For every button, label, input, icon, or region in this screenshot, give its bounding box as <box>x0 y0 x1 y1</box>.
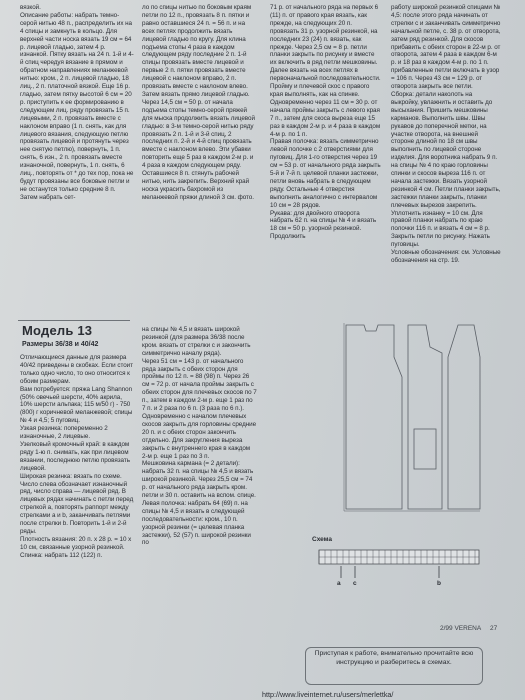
notice-box <box>305 647 483 685</box>
footer-page-number: 27 <box>490 625 498 632</box>
back-piece-outline <box>346 325 402 509</box>
column-1-top-text: вязкой. Описание работы: набрать темно-серой нитью 48 п., распределить их на 4 спицы и замкнуть в кольцо. Для верхней части носка вязать 19 см = 64 р. лицевой гладью, затем 4 р. изнанкой. Пятку вязать на 24 п. 1-й и 4-й спиц чередуя вязание в прямом и обратном направлениях меланжевой нитью: кром., 2 п. лицевой гладью, 18 лиц., 2 п. платочной вязкой. Еще 16 р. гладью, затем пятку высотой 6 см = 20 р. приступить к ее формированию в следующем лиц. ряду провязать 15 п. лицевыми, 2 п. провязать вместе с наклоном вправо (1 п. снять, как для лицевого вязания, следующую петлю провязать лицевой и протянуть через нее снятую петлю), повернуть, 1 п. снять, 6 изн., 2 п. провязать вместе изнаночной, повернуть, 1 п. снять, 6 лиц., повторять от * до тех пор, пока не будут провязаны все боковые петли и не останутся только средние 8 п. Затем набрать сет- <box>20 4 134 201</box>
model-title: Модель 13 <box>22 323 93 338</box>
sizes-heading: Размеры 36/38 и 40/42 <box>22 341 99 348</box>
footer-url: http://www.liveinternet.ru/users/merlettka/ <box>262 690 394 699</box>
mark-b: b <box>437 580 441 587</box>
mark-a: a <box>337 580 341 587</box>
column-1-bottom-text: Отличающиеся данные для размера 40/42 приведены в скобках. Если стоит только одно число, то оно относится к обоим размерам. Вам потребуется: пряжа Lang Shannon (50% овечьей шерсти, 40% акрила, 10% шерсти альпака; 115 м/50 г) - 750 (800) г коричневой меланжевой; спицы № 4 и 4,5; 5 пуговиц. Узкая резинка: попеременно 2 изнаночные, 2 лицевые. Узелковый кромочный край: в каждом ряду 1-ю п. снимать, как при лицевом вязании, последнюю петлю провязать лицевой. Широкая резинка: вязать по схеме. Число слева обозначает изнаночный ряд, число справа — лицевой ряд. В лицевых рядах начинать с петли перед стрелкой a, повторять раппорт между стрелками a и b, заканчивать петлями после стрелки b. Повторить 1-й и 2-й ряды. Плотность вязания: 20 п. х 28 р. = 10 х 10 см, связанные узорной резинкой. Спинка: набрать 112 (122) п. <box>20 354 134 559</box>
notice-text: Приступая к работе, внимательно прочитайте всю инструкцию и разберитесь в схемах. <box>314 650 474 666</box>
pocket-outline <box>414 429 436 469</box>
column-2-top-text: ло по спицы нитью по боковым краям петли по 12 п., провязать 8 п. пятки и равно оставшиеся 24 п. = 56 п. и на всех петлях продолжить вязать лицевой гладью по кругу. Для клина подъема стопы 4 раза в каждом следующем ряду последние 2 п. 1-й спицы провязать вместе лицевой и первые 2 п. пятки провязать вместе лицевой с наклоном вправо, 2 п. провязать вместе с наклоном влево. Затем вязать прямо лицевой гладью. Через 14,5 см = 50 р. от начала подъема стопы темно-серой пряжей для мыска продолжить вязать лицевой гладью: в 3-м темно-серой нитью ряду провязать 2 п. 1-й и 3-й спиц, 2 последних п. 2-й и 4-й спиц провязать вместе с наклоном влево. Эти убавки повторить еще 5 раз в каждом 2-м р. и 4 раза в каждом следующем ряду. Оставшиеся 8 п. стянуть рабочей нитью, нить закрепить. Верхний край носка украсить бахромой из меланжевой пряжи длиной 3 см. фото. <box>142 4 257 201</box>
scheme-label: Схема <box>312 536 333 543</box>
column-3-text: 71 р. от начального ряда на первых 6 (11) п. от правого края вязать, как прежде, на следующих 20 п. провязать 31 р. узорной резинкой, на последних 23 (24) п. вязать, как прежде. Через 2,5 см = 8 р. петли планки закрыть по рисунку и вместе их включить в ряд петли мешковины. Далее вязать на всех петлях в первоначальной последовательности. Пройму и плечевой скос с правого края выполнять, как на спинке. Одновременно через 11 см = 30 р. от начала проймы закрыть с левого края 7 п., затем для скоса выреза еще 15 раз в каждом 2-м р. и 4 раза в каждом 4-м р. по 1 п. Правая полочка: вязать симметрично левой полочке с 2 отверстиями для пуговиц. Для 1-го отверстия через 19 см = 53 р. от начального ряда закрыть 5-й и 7-й п. целевой планки застежки, петли вновь набрать в следующем ряду. Остальные 4 отверстия выполнить аналогично с интервалом 10 см = 28 рядов. Рукава: для двойного отворота набрать 62 п. на спицы № 4 и вязать 18 см = 50 р. узорной резинкой. Продолжить <box>270 4 381 241</box>
mark-c: c <box>353 580 357 587</box>
pattern-schematic <box>342 317 482 513</box>
front-piece-outline <box>408 325 442 509</box>
section-divider <box>18 320 130 321</box>
sleeve-outline <box>448 325 480 509</box>
column-4-text: работу широкой резинкой спицами № 4,5: после этого ряда начинать от стрелки с и заканчивать симметрично начальной петле, с. 38 р. от отворота, затем ряд резинкой. Для скосов прибавить с обеих сторон в 22-м р. от отворота, затем 4 раза в каждом 6-м р. и 18 раз в каждом 4-м р. по 1 п. прибавленные петли включать в узор = 106 п. Через 43 см = 129 р. от отворота закрыть все петли. Сборка: детали наколоть на выкройку, увлажнить и оставить до высыхания. Пришить мешковины карманов. Выполнить швы. Швы рукавов до поперечной метки, на участке отворота, на внешней стороне длиной по 18 см швы выполнить по лицевой стороне изделия. Для воротника набрать 9 п. на спицы № 4 по краю горловины спинки и скосов выреза 116 п. от начала застежки. Вязать узорной резинкой 4 см. Петли планки закрыть, застежки планки закрыть, планки плечевых вырезов закрепить. Уплотнить изнанку = 10 см. Для правой планки набрать по краю полочки 116 п. и вязать 4 см = 8 р. Закрыть петли по рисунку. Нажать пуговицы. Условные обозначения: см. Условные обозначения на стр. 19. <box>391 4 501 264</box>
footer-issue: 2/99 VERENA <box>440 625 482 632</box>
column-2-bottom-text: на спицы № 4,5 и вязать широкой резинкой (для размера 36/38 после кром. вязать от стрелки с и закончить симметрично началу ряда). Через 51 см = 143 р. от начального ряда закрыть с обеих сторон для проймы по 12 п. = 88 (98) п. Через 26 см = 72 р. от начала проймы закрыть с обеих сторон для плечевых скосов по 7 п., затем в каждом 2-м р. еще 1 раз по 7 п. и 2 раза по 6 п. (3 раза по 6 п.). Одновременно с началом плечевых скосов закрыть для горловины средние 20 п. и с обеих сторон закончить отдельно. Для закругления выреза закрыть с внутреннего края в каждом 2-м р. еще 1 раз по 3 п. Мешковина кармана (= 2 детали): набрать 32 п. на спицы № 4,5 и вязать широкой резинкой. Через 25,5 см = 74 р. от начального ряда закрыть кром. петли и 30 п. оставить на вспом. спице. Левая полочка: набрать 64 (69) п. на спицы № 4,5 и вязать в следующей последовательности: кром., 10 п. узорной резинки (= целевая планка застежки), 52 (57) п. широкой резинки по <box>142 326 257 547</box>
